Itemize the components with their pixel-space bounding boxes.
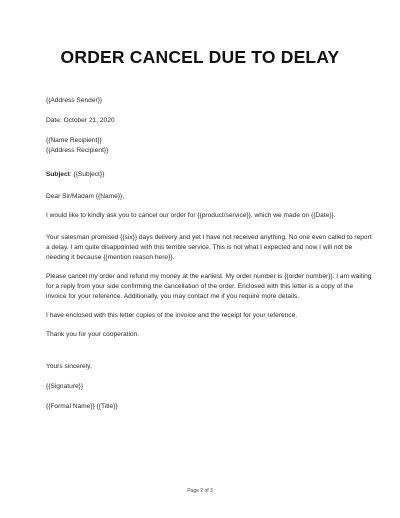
signature: {{Signature}} — [46, 383, 84, 390]
formal-name-title: {{Formal Name}} {{Title}} — [46, 403, 118, 410]
address-sender: {{Address Sender}} — [46, 97, 103, 104]
subject-line — [46, 170, 374, 180]
paragraph-2: Your salesman promised {{six}} days delivery and yet I have not received anything. No one even called to report a delay. I am quite disappointed with this terrible service. This is not what I expected and now I will not be needing it because {{mention reason here}}. — [46, 234, 372, 261]
paragraph-5: Thank you for your cooperation. — [46, 331, 140, 338]
paragraph-4: I have enclosed with this letter copies of the invoice and the receipt for your reference. — [46, 312, 298, 319]
subject-label: Subject — [46, 171, 70, 178]
name-recipient: {{Name Recipient}} — [46, 137, 102, 144]
letter-date: Date: October 21, 2020 — [46, 117, 115, 124]
closing: Yours sincerely, — [46, 363, 92, 370]
letter-body — [46, 96, 374, 412]
salutation: Dear Sir/Madam {{Name}}, — [46, 193, 125, 200]
page-indicator: Page 2 of 3 — [187, 488, 213, 494]
subject-value: : {{Subject}} — [69, 171, 105, 178]
paragraph-3: Please cancel my order and refund my money at the earliest. My order number is {{order number}}. I am waiting for a reply from your side confirming the cancellation of the order. Enclosed with this letter is a copy of the invoice for your reference. Additionally, you may contact me if you require more details. — [46, 273, 372, 300]
paragraph-1: I would like to kindly ask you to cancel our order for {{product/service}}, which we made on {{Date}}. — [46, 212, 336, 219]
document-title: ORDER CANCEL DUE TO DELAY — [60, 47, 340, 67]
address-recipient: {{Address Recipient}} — [46, 147, 109, 154]
